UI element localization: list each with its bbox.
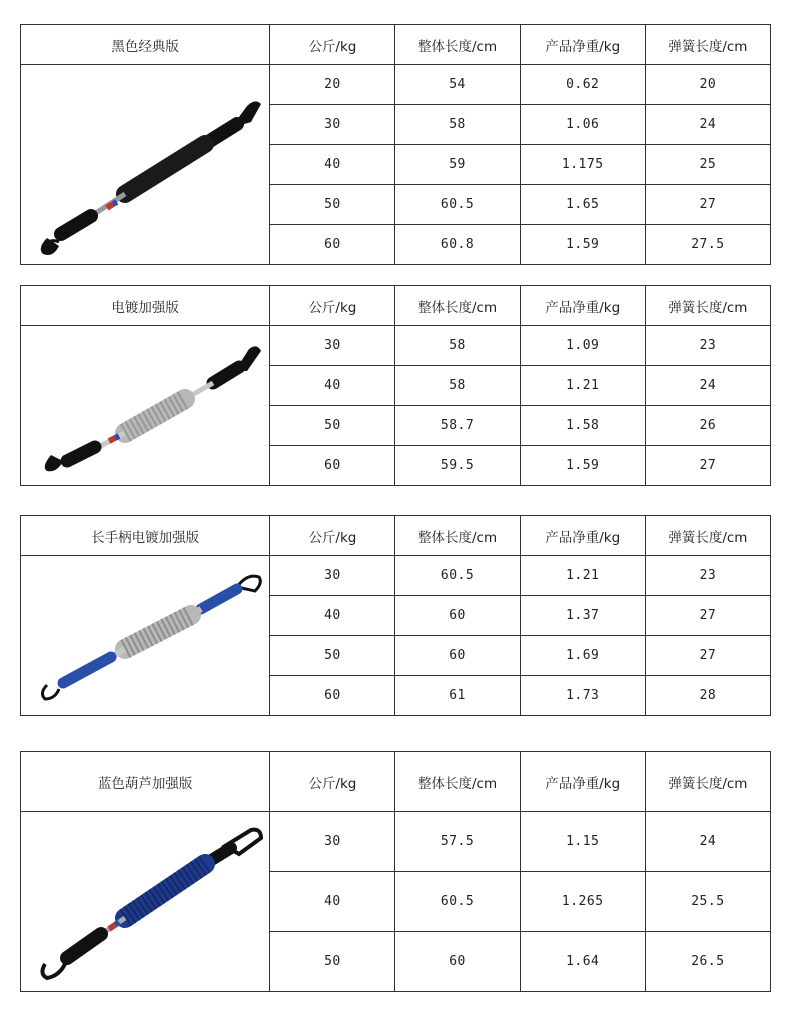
header-weight: 公斤/kg (270, 516, 395, 556)
table-row: 30 58 1.09 23 (21, 326, 771, 366)
header-spring-length: 弹簧长度/cm (645, 25, 770, 65)
table-row: 40 60 1.37 27 (21, 596, 771, 636)
blue-handle-chrome-arm-exerciser-icon (25, 561, 265, 711)
chrome-arm-exerciser-icon (25, 331, 265, 481)
black-arm-exerciser-icon (25, 70, 265, 260)
table-row: 60 61 1.73 28 (21, 676, 771, 716)
product-image (21, 65, 270, 265)
table-row: 50 60 1.69 27 (21, 636, 771, 676)
header-weight: 公斤/kg (270, 25, 395, 65)
table-row: 30 57.5 1.15 24 (21, 812, 771, 872)
table-row: 50 60.5 1.65 27 (21, 185, 771, 225)
spec-table-black-classic (20, 24, 771, 265)
header-length: 整体长度/cm (395, 25, 520, 65)
product-name: 电镀加强版 (21, 286, 270, 326)
table-row: 30 60.5 1.21 23 (21, 556, 771, 596)
product-image (21, 326, 270, 486)
header-spring-length: 弹簧长度/cm (645, 516, 770, 556)
product-name: 蓝色葫芦加强版 (21, 752, 270, 812)
spec-table-chrome-reinforced (20, 285, 771, 486)
table-row: 40 60.5 1.265 25.5 (21, 872, 771, 932)
table-row: 20 54 0.62 20 (21, 65, 771, 105)
header-net-weight: 产品净重/kg (520, 25, 645, 65)
table-row: 30 58 1.06 24 (21, 105, 771, 145)
spec-table-blue-gourd (20, 751, 771, 992)
header-spring-length: 弹簧长度/cm (645, 752, 770, 812)
table-row: 60 59.5 1.59 27 (21, 446, 771, 486)
table-row: 40 58 1.21 24 (21, 366, 771, 406)
table-row: 50 58.7 1.58 26 (21, 406, 771, 446)
spec-table-long-handle-chrome (20, 515, 771, 716)
table-row: 60 60.8 1.59 27.5 (21, 225, 771, 265)
header-net-weight: 产品净重/kg (520, 286, 645, 326)
product-name: 长手柄电镀加强版 (21, 516, 270, 556)
product-image (21, 812, 270, 992)
header-length: 整体长度/cm (395, 286, 520, 326)
header-weight: 公斤/kg (270, 286, 395, 326)
blue-gourd-arm-exerciser-icon (25, 814, 265, 990)
header-spring-length: 弹簧长度/cm (645, 286, 770, 326)
table-row: 50 60 1.64 26.5 (21, 932, 771, 992)
header-weight: 公斤/kg (270, 752, 395, 812)
header-length: 整体长度/cm (395, 516, 520, 556)
header-net-weight: 产品净重/kg (520, 752, 645, 812)
table-row: 40 59 1.175 25 (21, 145, 771, 185)
header-net-weight: 产品净重/kg (520, 516, 645, 556)
product-name: 黑色经典版 (21, 25, 270, 65)
product-image (21, 556, 270, 716)
header-length: 整体长度/cm (395, 752, 520, 812)
